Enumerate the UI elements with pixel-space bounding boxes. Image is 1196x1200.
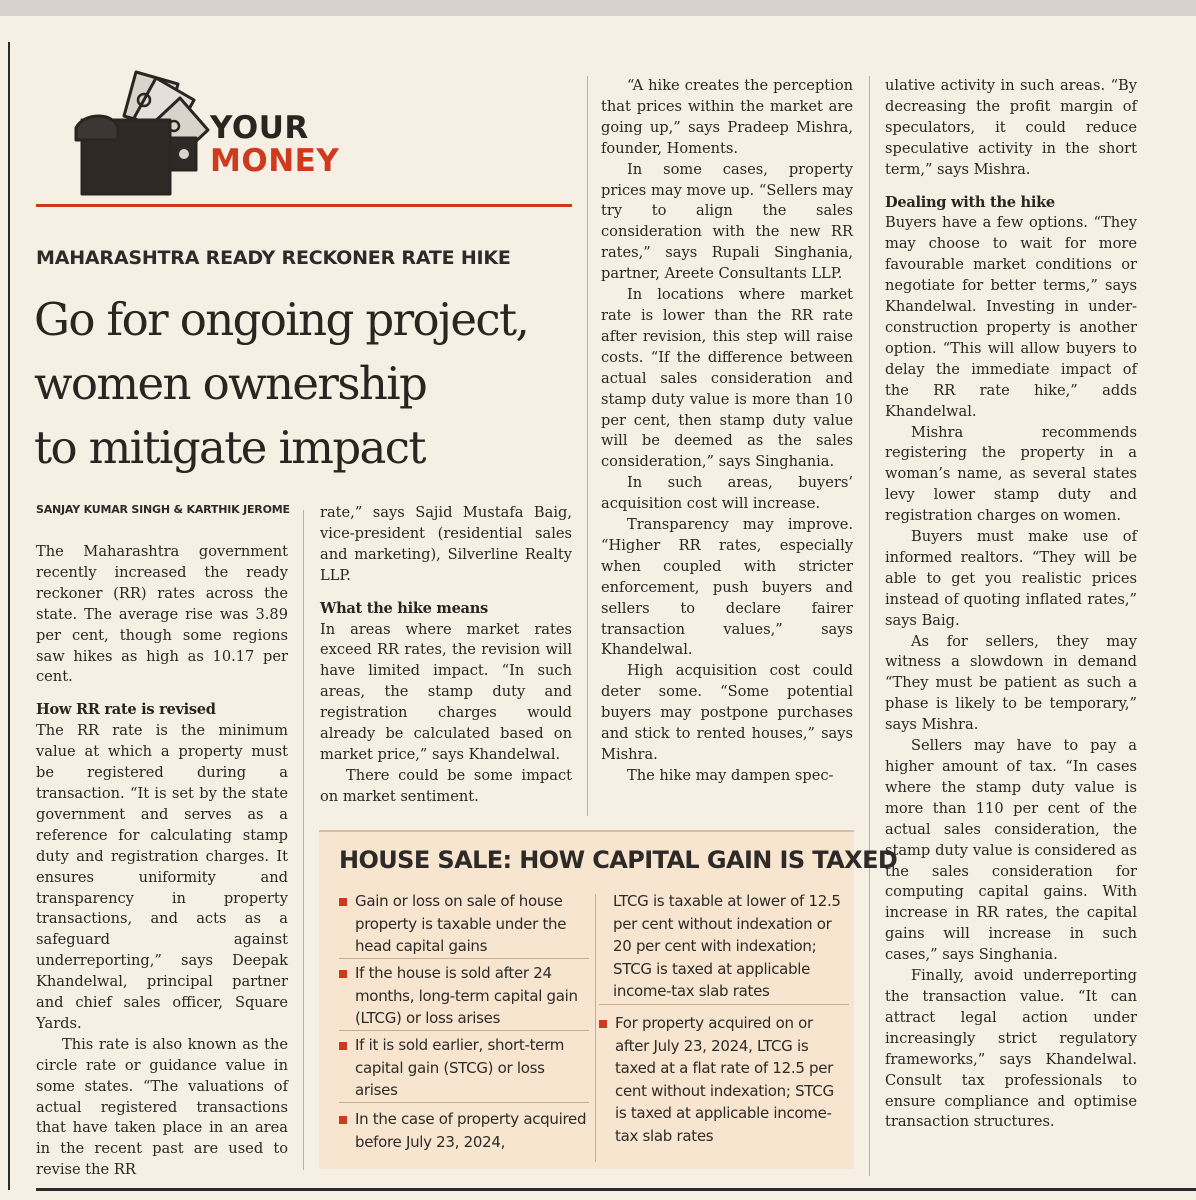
box-bullet-3-text: If it is sold earlier, short-term capital gain (STCG) or loss arises <box>355 1036 565 1099</box>
column-1 <box>36 542 288 1181</box>
top-edge-bar <box>0 0 1196 16</box>
capital-gain-box <box>319 830 898 1169</box>
col2-paragraph-3: There could be some impact on market sentiment. <box>320 766 572 805</box>
subhead-what-hike-means: What the hike means <box>320 599 488 617</box>
col2-paragraph-1: rate,” says Sajid Mustafa Baig, vice-president (residential sales and marketing), Silverline Realty LLP. <box>320 504 572 584</box>
column-4 <box>885 76 1137 1133</box>
box-bullet-3 <box>339 1034 589 1102</box>
column-2 <box>320 503 572 808</box>
box-bullet-divider <box>339 1030 589 1031</box>
section-label <box>210 112 339 178</box>
column-rule-1 <box>303 510 304 1170</box>
col3-paragraph-2: In some cases, property prices may move up. “Sellers may try to align the sales consideration with the new RR rates,” says Rupali Singhania, partner, Areete Consultants LLP. <box>601 160 853 283</box>
box-bullet-1 <box>339 890 589 958</box>
bottom-rule <box>36 1188 1196 1191</box>
box-column-divider <box>595 894 596 1162</box>
box-bullet-4-continued <box>597 890 849 1003</box>
box-bullet-4-text: In the case of property acquired before July 23, 2024, <box>355 1110 587 1151</box>
col3-paragraph-1: “A hike creates the perception that prices within the market are going up,” says Pradeep Mishra, founder, Homents. <box>601 77 853 157</box>
box-bullet-divider <box>339 1102 589 1103</box>
column-rule-2 <box>587 76 588 816</box>
column-3 <box>601 76 853 787</box>
box-bullet-5 <box>599 1012 849 1147</box>
bullet-square-icon <box>339 898 347 906</box>
byline: SANJAY KUMAR SINGH & KARTHIK JEROME <box>36 503 290 516</box>
col4-paragraph-3: Mishra recommends registering the property in a woman’s name, as several states levy lower stamp duty and registration charges on women. <box>885 423 1137 525</box>
box-bullet-5-text: LTCG is taxable at lower of 12.5 per cent without indexation or 20 per cent with indexation; STCG is taxed at applicable income-tax slab rates <box>613 892 841 1000</box>
col2-paragraph-2: In areas where market rates exceed RR rates, the revision will have limited impact. “In such areas, the stamp duty and registration charges would already be calculated based on market price,” says Khandelwal. <box>320 620 572 763</box>
section-label-your: YOUR <box>210 110 309 146</box>
bullet-square-icon <box>339 1116 347 1124</box>
subhead-dealing-with-hike: Dealing with the hike <box>885 193 1055 211</box>
subhead-how-rr-rate-revised: How RR rate is revised <box>36 701 216 719</box>
column-rule-3 <box>869 76 870 1176</box>
section-label-money: MONEY <box>210 142 340 179</box>
box-bullet-2-text: If the house is sold after 24 months, long-term capital gain (LTCG) or loss arises <box>355 964 578 1027</box>
col1-intro: The Maharashtra government recently increased the ready reckoner (RR) rates across the state. The average rise was 3.89 per cent, though some regions saw hikes as high as 10.17 per cent. <box>36 543 288 686</box>
col3-paragraph-6: High acquisition cost could deter some. “Some potential buyers may postpone purchases and stick to rented houses,” says Mishra. <box>601 662 853 763</box>
col4-paragraph-5: As for sellers, they may witness a slowdown in demand “They must be patient as such a phase is likely to be temporary,” says Mishra. <box>885 632 1137 734</box>
col3-paragraph-4: In such areas, buyers’ acquisition cost will increase. <box>601 474 853 513</box>
kicker: MAHARASHTRA READY RECKONER RATE HIKE <box>36 247 511 269</box>
col4-paragraph-4: Buyers must make use of informed realtors. “They will be able to get you realistic prices instead of quoting inflated rates,” says Baig. <box>885 528 1137 629</box>
col1-paragraph-2: The RR rate is the minimum value at which a property must be registered during a transaction. “It is set by the state government and serves as a reference for calculating stamp duty and registration charges. It ensures uniformity and transparency in property transactions, and acts as a safeguard against underreporting,” says Deepak Khandelwal, principal partner and chief sales officer, Square Yards. <box>36 722 288 1032</box>
box-bullet-divider <box>599 1004 849 1005</box>
box-bullet-4 <box>339 1108 589 1153</box>
headline-line-3: to mitigate impact <box>34 421 425 474</box>
col4-paragraph-1: ulative activity in such areas. “By decreasing the profit margin of speculators, it could reduce speculative activity in the short term,” says Mishra. <box>885 77 1137 178</box>
col4-paragraph-6: Sellers may have to pay a higher amount of tax. “In cases where the stamp duty value is more than 110 per cent of the actual sales consideration, the stamp duty value is considered as the sales consideration for computing capital gains. With increase in RR rates, the capital gains will increase in such cases,” says Singhania. <box>885 737 1137 964</box>
bullet-square-icon <box>599 1020 607 1028</box>
bullet-square-icon <box>339 970 347 978</box>
box-bullet-6-text: For property acquired on or after July 23, 2024, LTCG is taxed at a flat rate of 12.5 per cent without indexation; STCG is taxed at applicable income-tax slab rates <box>615 1014 834 1145</box>
bullet-square-icon <box>339 1042 347 1050</box>
col4-paragraph-2: Buyers have a few options. “They may choose to wait for more favourable market conditions or negotiate for better terms,” says Khandelwal. Investing in under-construction property is another option. “This will allow buyers to delay the immediate impact of the RR rate hike,” adds Khandelwal. <box>885 214 1137 420</box>
box-bullet-1-text: Gain or loss on sale of house property is taxable under the head capital gains <box>355 892 567 955</box>
box-bullet-divider <box>339 958 589 959</box>
left-frame-rule <box>8 42 10 1190</box>
col3-paragraph-7: The hike may dampen spec- <box>627 766 834 784</box>
col1-paragraph-3: This rate is also known as the circle rate or guidance value in some states. “The valuations of actual registered transactions that have taken place in an area in the recent past are used to revise the RR <box>36 1035 288 1179</box>
box-bullet-2 <box>339 962 589 1030</box>
headline-line-1: Go for ongoing project, <box>34 293 529 346</box>
col4-paragraph-7: Finally, avoid underreporting the transaction value. “It can attract legal action under increasingly strict regulatory frameworks,” says Khandelwal. Consult tax professionals to ensure compliance and optimise transaction structures. <box>885 967 1137 1131</box>
wallet-icon <box>74 68 214 200</box>
section-red-rule <box>36 204 572 207</box>
col3-paragraph-3: In locations where market rate is lower than the RR rate after revision, this step will raise costs. “If the difference between actual sales consideration and stamp duty value is more than 10 per cent, then stamp duty value will be deemed as the sales consideration,” says Singhania. <box>601 286 853 471</box>
box-title: HOUSE SALE: HOW CAPITAL GAIN IS TAXED <box>339 846 898 874</box>
headline <box>34 288 574 480</box>
col3-paragraph-5: Transparency may improve. “Higher RR rates, especially when coupled with stricter enforcement, push buyers and sellers to declare fairer transaction values,” says Khandelwal. <box>601 516 853 659</box>
headline-line-2: women ownership <box>34 357 427 410</box>
